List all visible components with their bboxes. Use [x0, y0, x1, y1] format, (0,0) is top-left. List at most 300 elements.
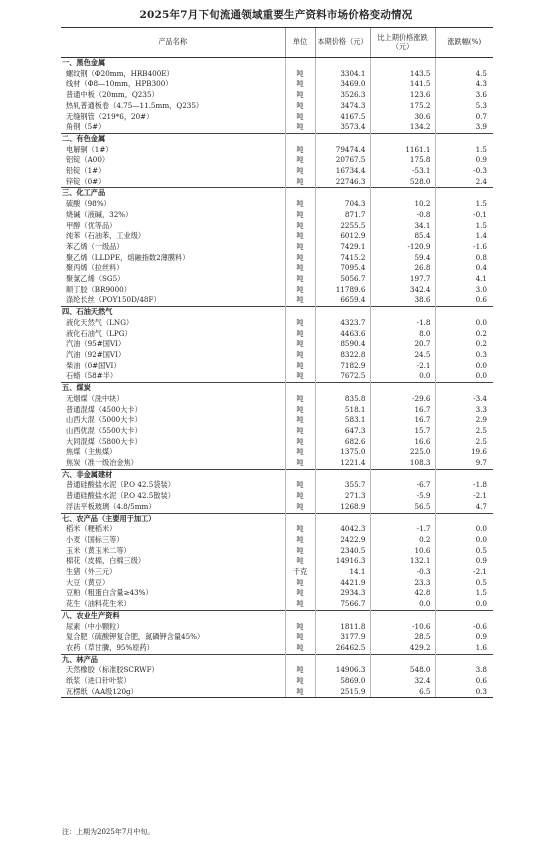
product-name-cell: 生猪（外三元）: [66, 567, 117, 577]
section-heading-blank-cell: [370, 654, 435, 665]
current-price-cell: 682.6: [315, 437, 370, 448]
table-row: [61, 524, 493, 535]
change-percent-cell: 0.3: [435, 350, 493, 361]
section-heading-blank-cell: [370, 610, 435, 621]
change-percent-cell: 0.9: [435, 155, 493, 166]
change-percent-cell: 4.1: [435, 274, 493, 285]
table-row: [61, 221, 493, 232]
table-row: [61, 112, 493, 123]
unit-cell: 吨: [285, 242, 315, 253]
price-change-cell: 108.3: [370, 458, 435, 469]
change-percent-cell: -0.3: [435, 166, 493, 177]
current-price-cell: 1375.0: [315, 447, 370, 458]
change-percent-cell: 2.9: [435, 415, 493, 426]
section-heading-blank-cell: [435, 133, 493, 144]
table-row: [61, 632, 493, 643]
product-name-cell: 涤纶长丝（POY150D/48F）: [66, 295, 161, 305]
current-price-cell: 22746.3: [315, 177, 370, 188]
change-percent-cell: 0.6: [435, 676, 493, 687]
price-change-cell: -6.7: [370, 480, 435, 491]
product-name-cell: 汽油（92#国VI）: [66, 349, 126, 359]
section-header-row: [61, 513, 493, 524]
price-change-cell: 0.0: [370, 371, 435, 382]
section-heading: 二、有色金属: [61, 133, 285, 144]
product-name-cell: 稻米（粳稻米）: [66, 524, 117, 534]
section-heading: 五、煤炭: [61, 383, 285, 394]
table-row: [61, 556, 493, 567]
product-name-cell: 液化天然气（LNG）: [66, 317, 134, 327]
unit-cell: 吨: [285, 371, 315, 382]
change-percent-cell: -1.6: [435, 242, 493, 253]
unit-cell: 吨: [285, 502, 315, 513]
table-row: [61, 263, 493, 274]
change-percent-cell: 9.7: [435, 458, 493, 469]
price-change-cell: 16.7: [370, 405, 435, 416]
product-name-cell: 纸浆（进口针叶浆）: [66, 676, 131, 686]
price-change-cell: 0.0: [370, 599, 435, 610]
current-price-cell: 1268.9: [315, 502, 370, 513]
section-header-row: [61, 654, 493, 665]
table-row: [61, 350, 493, 361]
current-price-cell: 14906.3: [315, 665, 370, 676]
unit-cell: 吨: [285, 253, 315, 264]
unit-cell: 吨: [285, 285, 315, 296]
current-price-cell: 3526.3: [315, 90, 370, 101]
table-row: [61, 361, 493, 372]
price-change-cell: -0.3: [370, 567, 435, 578]
change-percent-cell: 2.5: [435, 437, 493, 448]
product-name-cell: 角钢（5#）: [66, 122, 106, 132]
table-row: [61, 79, 493, 90]
unit-cell: 吨: [285, 221, 315, 232]
section-heading-blank-cell: [285, 307, 315, 318]
section-heading-blank-cell: [315, 610, 370, 621]
table-row: [61, 101, 493, 112]
unit-cell: 千克: [285, 567, 315, 578]
price-change-cell: -5.9: [370, 491, 435, 502]
change-percent-cell: 4.5: [435, 69, 493, 80]
current-price-cell: 7672.5: [315, 371, 370, 382]
current-price-cell: 6659.4: [315, 295, 370, 306]
change-percent-cell: 4.7: [435, 502, 493, 513]
product-name-cell: 无烟煤（洗中块）: [66, 393, 124, 403]
product-name-cell: 硫酸（98%）: [66, 199, 111, 209]
current-price-cell: 6012.9: [315, 231, 370, 242]
product-name-cell: 热轧普通板卷（4.75—11.5mm，Q235）: [66, 100, 204, 110]
section-header-row: [61, 133, 493, 144]
price-change-cell: 141.5: [370, 79, 435, 90]
section-heading: 四、石油天然气: [61, 307, 285, 318]
change-percent-cell: 4.3: [435, 79, 493, 90]
product-name-cell: 柴油（0#国VI）: [66, 360, 121, 370]
price-change-cell: -29.6: [370, 394, 435, 405]
unit-cell: 吨: [285, 263, 315, 274]
unit-cell: 吨: [285, 90, 315, 101]
current-price-cell: 1221.4: [315, 458, 370, 469]
unit-cell: 吨: [285, 535, 315, 546]
current-price-cell: 2934.3: [315, 588, 370, 599]
price-change-cell: 1161.1: [370, 145, 435, 156]
product-name-cell: 普通混煤（4500大卡）: [66, 404, 142, 414]
product-name-cell: 石蜡（58#半）: [66, 371, 118, 381]
current-price-cell: 1811.8: [315, 622, 370, 633]
unit-cell: 吨: [285, 447, 315, 458]
product-name-cell: 铅锭（1#）: [66, 166, 106, 176]
current-price-cell: 647.3: [315, 426, 370, 437]
product-name-cell: 山西优混（5500大卡）: [66, 425, 142, 435]
price-change-cell: 0.2: [370, 535, 435, 546]
change-percent-cell: 5.3: [435, 101, 493, 112]
current-price-cell: 4463.6: [315, 329, 370, 340]
current-price-cell: 355.7: [315, 480, 370, 491]
section-heading-blank-cell: [370, 307, 435, 318]
section-heading-blank-cell: [370, 383, 435, 394]
current-price-cell: 8322.8: [315, 350, 370, 361]
product-name-cell: 大豆（黄豆）: [66, 577, 110, 587]
change-percent-cell: 0.9: [435, 632, 493, 643]
change-percent-cell: 1.5: [435, 145, 493, 156]
change-percent-cell: 2.4: [435, 177, 493, 188]
section-heading-blank-cell: [315, 188, 370, 199]
current-price-cell: 7182.9: [315, 361, 370, 372]
section-heading-blank-cell: [285, 469, 315, 480]
table-row: [61, 69, 493, 80]
section-heading-blank-cell: [315, 513, 370, 524]
change-percent-cell: 3.0: [435, 285, 493, 296]
unit-cell: 吨: [285, 687, 315, 698]
section-header-row: [61, 307, 493, 318]
price-change-cell: 175.8: [370, 155, 435, 166]
section-heading-blank-cell: [315, 307, 370, 318]
table-row: [61, 166, 493, 177]
unit-cell: 吨: [285, 437, 315, 448]
current-price-cell: 8590.4: [315, 339, 370, 350]
price-change-cell: 16.6: [370, 437, 435, 448]
table-row: [61, 329, 493, 340]
table-row: [61, 394, 493, 405]
product-name-cell: 农药（草甘膦，95%原药）: [66, 642, 154, 652]
change-percent-cell: 0.8: [435, 253, 493, 264]
section-heading: 一、黑色金属: [61, 58, 285, 69]
product-name-cell: 电解铜（1#）: [66, 144, 113, 154]
table-row: [61, 491, 493, 502]
header-unit: 单位: [285, 28, 315, 58]
section-heading-blank-cell: [370, 513, 435, 524]
change-percent-cell: 0.0: [435, 371, 493, 382]
unit-cell: 吨: [285, 145, 315, 156]
header-row: [61, 28, 493, 58]
change-percent-cell: 19.6: [435, 447, 493, 458]
change-percent-cell: 1.6: [435, 643, 493, 654]
product-name-cell: 汽油（95#国VI）: [66, 339, 126, 349]
section-heading-blank-cell: [435, 610, 493, 621]
section-heading-blank-cell: [315, 383, 370, 394]
table-row: [61, 458, 493, 469]
current-price-cell: 2255.5: [315, 221, 370, 232]
product-name-cell: 铝锭（A00）: [66, 155, 110, 165]
section-heading: 八、农业生产资料: [61, 610, 285, 621]
price-change-cell: 56.5: [370, 502, 435, 513]
unit-cell: 吨: [285, 599, 315, 610]
change-percent-cell: -3.4: [435, 394, 493, 405]
change-percent-cell: 0.2: [435, 339, 493, 350]
section-heading-blank-cell: [315, 58, 370, 69]
product-name-cell: 天然橡胶（标准胶SCRWF）: [66, 665, 159, 675]
unit-cell: 吨: [285, 177, 315, 188]
price-change-cell: 23.3: [370, 578, 435, 589]
section-heading-blank-cell: [435, 383, 493, 394]
unit-cell: 吨: [285, 101, 315, 112]
price-change-cell: 134.2: [370, 122, 435, 133]
change-percent-cell: 3.3: [435, 405, 493, 416]
table-header: [61, 28, 493, 58]
current-price-cell: 583.1: [315, 415, 370, 426]
current-price-cell: 3469.0: [315, 79, 370, 90]
current-price-cell: 3177.9: [315, 632, 370, 643]
section-heading-blank-cell: [370, 133, 435, 144]
table-row: [61, 231, 493, 242]
current-price-cell: 7095.4: [315, 263, 370, 274]
price-change-cell: 34.1: [370, 221, 435, 232]
current-price-cell: 79474.4: [315, 145, 370, 156]
section-heading-blank-cell: [285, 133, 315, 144]
price-change-cell: 16.7: [370, 415, 435, 426]
table-row: [61, 242, 493, 253]
table-row: [61, 622, 493, 633]
table-row: [61, 177, 493, 188]
price-change-cell: 28.5: [370, 632, 435, 643]
change-percent-cell: 3.6: [435, 90, 493, 101]
table-row: [61, 502, 493, 513]
product-name-cell: 聚丙烯（拉丝料）: [66, 263, 124, 273]
table-row: [61, 643, 493, 654]
change-percent-cell: 1.4: [435, 231, 493, 242]
product-name-cell: 聚乙烯（LLDPE，熔融指数2薄膜料）: [66, 252, 190, 262]
section-heading-blank-cell: [285, 383, 315, 394]
unit-cell: 吨: [285, 578, 315, 589]
product-name-cell: 浮法平板玻璃（4.8/5mm）: [66, 501, 156, 511]
current-price-cell: 20767.5: [315, 155, 370, 166]
change-percent-cell: 0.0: [435, 318, 493, 329]
product-name-cell: 甲醇（优等品）: [66, 220, 117, 230]
table-row: [61, 210, 493, 221]
change-percent-cell: 0.0: [435, 524, 493, 535]
header-change-percent: 涨跌幅(%): [435, 28, 493, 58]
current-price-cell: 871.7: [315, 210, 370, 221]
section-heading-blank-cell: [370, 58, 435, 69]
section-heading-blank-cell: [435, 513, 493, 524]
unit-cell: 吨: [285, 318, 315, 329]
product-name-cell: 烧碱（液碱，32%）: [66, 209, 133, 219]
change-percent-cell: 0.9: [435, 556, 493, 567]
unit-cell: 吨: [285, 480, 315, 491]
section-heading-blank-cell: [285, 58, 315, 69]
product-name-cell: 普通硅酸盐水泥（P.O 42.5袋装）: [66, 480, 175, 490]
unit-cell: 吨: [285, 405, 315, 416]
price-change-cell: -0.8: [370, 210, 435, 221]
product-name-cell: 大同混煤（5800大卡）: [66, 436, 142, 446]
price-change-cell: -2.1: [370, 361, 435, 372]
section-heading-blank-cell: [435, 307, 493, 318]
table-row: [61, 535, 493, 546]
unit-cell: 吨: [285, 546, 315, 557]
section-heading-blank-cell: [435, 654, 493, 665]
section-heading: 七、农产品（主要用于加工）: [61, 513, 285, 524]
product-name-cell: 小麦（国标三等）: [66, 534, 124, 544]
unit-cell: 吨: [285, 339, 315, 350]
change-percent-cell: 0.0: [435, 535, 493, 546]
price-table: [61, 27, 493, 698]
price-change-cell: 548.0: [370, 665, 435, 676]
section-heading-blank-cell: [435, 469, 493, 480]
current-price-cell: 2422.9: [315, 535, 370, 546]
unit-cell: 吨: [285, 556, 315, 567]
table-row: [61, 676, 493, 687]
unit-cell: 吨: [285, 361, 315, 372]
price-change-cell: 85.4: [370, 231, 435, 242]
current-price-cell: 3474.3: [315, 101, 370, 112]
change-percent-cell: 0.0: [435, 599, 493, 610]
price-change-cell: 175.2: [370, 101, 435, 112]
change-percent-cell: 3.9: [435, 122, 493, 133]
product-name-cell: 普通硅酸盐水泥（P.O 42.5散装）: [66, 491, 175, 501]
product-name-cell: 尿素（中小颗粒）: [66, 621, 124, 631]
unit-cell: 吨: [285, 69, 315, 80]
product-name-cell: 焦煤（主焦煤）: [66, 447, 117, 457]
current-price-cell: 5869.0: [315, 676, 370, 687]
change-percent-cell: 0.6: [435, 295, 493, 306]
change-percent-cell: -2.1: [435, 491, 493, 502]
unit-cell: 吨: [285, 199, 315, 210]
current-price-cell: 3573.4: [315, 122, 370, 133]
section-heading-blank-cell: [315, 469, 370, 480]
current-price-cell: 2515.9: [315, 687, 370, 698]
price-change-cell: 38.6: [370, 295, 435, 306]
table-row: [61, 339, 493, 350]
change-percent-cell: -1.8: [435, 480, 493, 491]
section-heading-blank-cell: [285, 610, 315, 621]
table-row: [61, 371, 493, 382]
price-change-cell: -120.9: [370, 242, 435, 253]
product-name-cell: 棉花（皮棉，白棉三级）: [66, 556, 146, 566]
current-price-cell: 26462.5: [315, 643, 370, 654]
unit-cell: 吨: [285, 458, 315, 469]
price-change-cell: 429.2: [370, 643, 435, 654]
section-header-row: [61, 188, 493, 199]
change-percent-cell: -0.6: [435, 622, 493, 633]
unit-cell: 吨: [285, 155, 315, 166]
change-percent-cell: -2.1: [435, 567, 493, 578]
table-row: [61, 447, 493, 458]
section-header-row: [61, 469, 493, 480]
change-percent-cell: 0.5: [435, 546, 493, 557]
price-change-cell: 8.0: [370, 329, 435, 340]
current-price-cell: 7415.2: [315, 253, 370, 264]
table-body: [61, 58, 493, 698]
section-heading: 六、非金属建材: [61, 469, 285, 480]
document-title: 2025年7月下旬流通领域重要生产资料市场价格变动情况: [139, 9, 413, 21]
table-row: [61, 199, 493, 210]
section-heading-blank-cell: [285, 513, 315, 524]
unit-cell: 吨: [285, 676, 315, 687]
change-percent-cell: 2.5: [435, 426, 493, 437]
product-name-cell: 线材（Φ8—10mm，HPB300）: [66, 79, 173, 89]
price-change-cell: 20.7: [370, 339, 435, 350]
product-name-cell: 纯苯（石油苯，工业级）: [66, 231, 146, 241]
change-percent-cell: 0.4: [435, 263, 493, 274]
table-row: [61, 578, 493, 589]
change-percent-cell: 0.5: [435, 578, 493, 589]
change-percent-cell: 0.7: [435, 112, 493, 123]
table-row: [61, 665, 493, 676]
price-change-cell: 59.4: [370, 253, 435, 264]
section-heading-blank-cell: [370, 469, 435, 480]
change-percent-cell: 0.3: [435, 687, 493, 698]
current-price-cell: 7566.7: [315, 599, 370, 610]
unit-cell: 吨: [285, 350, 315, 361]
change-percent-cell: 1.5: [435, 221, 493, 232]
table-row: [61, 405, 493, 416]
footnote: 注：上期为2025年7月中旬。: [62, 828, 155, 836]
current-price-cell: 7429.1: [315, 242, 370, 253]
product-name-cell: 锌锭（0#）: [66, 176, 106, 186]
product-name-cell: 花生（油料花生米）: [66, 599, 131, 609]
change-percent-cell: 0.2: [435, 329, 493, 340]
change-percent-cell: 3.8: [435, 665, 493, 676]
unit-cell: 吨: [285, 665, 315, 676]
unit-cell: 吨: [285, 524, 315, 535]
header-current-price: 本期价格（元）: [315, 28, 370, 58]
current-price-cell: 4323.7: [315, 318, 370, 329]
table-row: [61, 480, 493, 491]
table-row: [61, 285, 493, 296]
price-change-cell: 197.7: [370, 274, 435, 285]
header-price-change: 比上期价格涨跌（元）: [370, 28, 435, 58]
current-price-cell: 5056.7: [315, 274, 370, 285]
unit-cell: 吨: [285, 166, 315, 177]
unit-cell: 吨: [285, 588, 315, 599]
section-heading-blank-cell: [370, 188, 435, 199]
price-change-cell: 528.0: [370, 177, 435, 188]
price-change-cell: -1.7: [370, 524, 435, 535]
product-name-cell: 聚氯乙烯（SG5）: [66, 274, 125, 284]
current-price-cell: 271.3: [315, 491, 370, 502]
unit-cell: 吨: [285, 632, 315, 643]
change-percent-cell: -0.1: [435, 210, 493, 221]
table-row: [61, 318, 493, 329]
price-change-cell: 143.5: [370, 69, 435, 80]
current-price-cell: 14.1: [315, 567, 370, 578]
product-name-cell: 液化石油气（LPG）: [66, 328, 132, 338]
unit-cell: 吨: [285, 79, 315, 90]
product-name-cell: 无缝钢管（219*6，20#）: [66, 111, 154, 121]
price-change-cell: -10.6: [370, 622, 435, 633]
unit-cell: 吨: [285, 394, 315, 405]
product-name-cell: 普通中板（20mm，Q235）: [66, 90, 159, 100]
table-row: [61, 599, 493, 610]
unit-cell: 吨: [285, 643, 315, 654]
unit-cell: 吨: [285, 231, 315, 242]
price-change-cell: 10.2: [370, 199, 435, 210]
section-heading: 三、化工产品: [61, 188, 285, 199]
price-change-cell: -53.1: [370, 166, 435, 177]
unit-cell: 吨: [285, 491, 315, 502]
current-price-cell: 704.3: [315, 199, 370, 210]
section-header-row: [61, 610, 493, 621]
price-change-cell: 10.6: [370, 546, 435, 557]
table-row: [61, 90, 493, 101]
table-row: [61, 426, 493, 437]
